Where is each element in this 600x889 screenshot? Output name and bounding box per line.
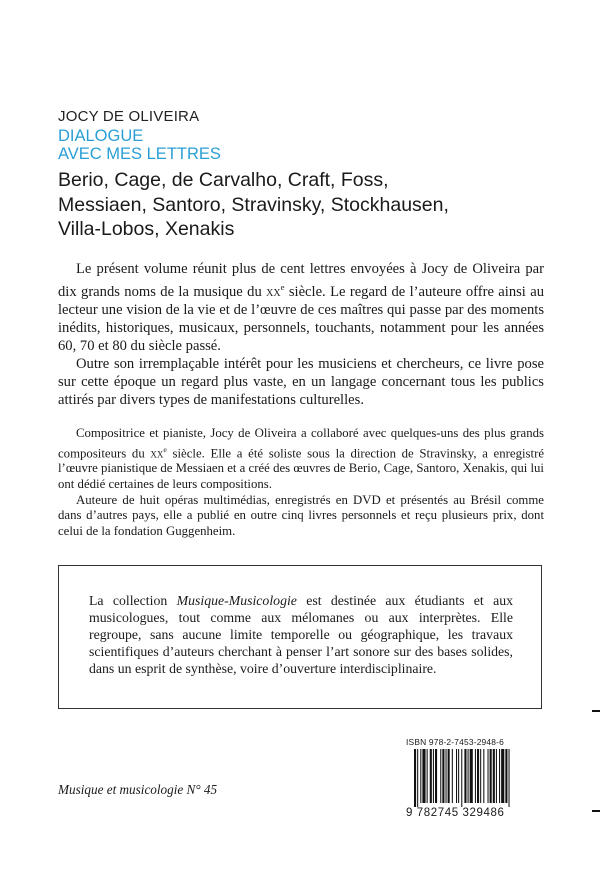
trim-mark-2 — [592, 810, 600, 812]
barcode-bar — [468, 749, 469, 803]
barcode-bar — [448, 749, 450, 803]
barcode-bar — [427, 749, 428, 803]
barcode-bar — [420, 749, 421, 803]
barcode-bar — [456, 749, 457, 803]
isbn-label: ISBN 978-2-7453-2948-6 — [406, 737, 504, 747]
barcode-bar — [493, 749, 495, 803]
barcode-bar — [414, 749, 416, 807]
barcode-icon — [414, 749, 542, 807]
composer-names-line-1: Berio, Cage, de Carvalho, Craft, Foss, — [58, 169, 389, 191]
barcode-bar — [433, 749, 434, 803]
book-title-line-1: DIALOGUE — [58, 127, 144, 145]
author-biography — [58, 426, 544, 539]
barcode-bar — [446, 749, 447, 803]
barcode-bar — [452, 749, 453, 803]
book-title — [58, 127, 221, 163]
barcode-bar — [442, 749, 444, 803]
barcode-bar — [501, 749, 504, 803]
barcode-bar — [417, 749, 418, 807]
barcode-bar — [435, 749, 437, 803]
barcode-digits: 9 782745 329486 — [406, 807, 505, 819]
barcode-bar — [470, 749, 473, 803]
book-title-line-2: AVEC MES LETTRES — [58, 145, 221, 163]
barcode-bar — [422, 749, 425, 803]
composer-names-line-2: Messiaen, Santoro, Stravinsky, Stockhausen, — [58, 193, 449, 216]
description — [58, 260, 544, 409]
barcode-bar — [496, 749, 497, 803]
description-paragraph-2: Outre son irremplaçable intérêt pour les musiciens et chercheurs, ce livre pose sur cette époque un regard plus vaste, en un langage concernant tous les publics attirés par divers types de manifestations culturelles. — [58, 355, 544, 408]
barcode-bar — [475, 749, 476, 803]
composer-names — [58, 168, 578, 242]
collection-description — [89, 592, 513, 677]
barcode-bar — [461, 749, 462, 807]
series-number: Musique et musicologie N° 45 — [58, 782, 218, 797]
barcode-bar — [509, 749, 510, 807]
barcode-bar — [480, 749, 481, 803]
barcode-bar — [483, 749, 484, 803]
barcode-bar — [464, 749, 466, 803]
barcode-bar — [488, 749, 489, 803]
author-name: JOCY DE OLIVEIRA — [58, 108, 200, 125]
collection-text-start: La collection — [89, 593, 177, 608]
barcode-bar — [477, 749, 479, 803]
barcode-area — [406, 737, 543, 829]
collection-name: Musique-Musicologie — [176, 593, 297, 608]
trim-mark-1 — [592, 710, 600, 712]
biography-paragraph-1: Compositrice et pianiste, Jocy de Oliveira a collaboré avec quelques-uns des plus grands compositeurs du $xx^e$ siècle. Elle a été soliste sous la direction de Stravinsky, a enregistré l’œuvre pianistique de Messiaen et a créé des œuvres de Berio, Cage, Santoro, Xenakis, qui lui ont dédié certaines de leurs compositions. — [58, 426, 545, 492]
barcode-bar — [440, 749, 441, 803]
composer-names-line-3: Villa-Lobos, Xenakis — [58, 218, 235, 240]
barcode-bar — [505, 749, 507, 803]
collection-box — [58, 565, 542, 709]
barcode-bar — [458, 749, 459, 803]
biography-paragraph-2: Auteure de huit opéras multimédias, enregistrés en DVD et présentés au Brésil comme dans d’autres pays, elle a publié en outre cinq livres personnels et reçu plusieurs prix, dont celui de la fondation Guggenheim. — [58, 492, 544, 538]
barcode-bar — [490, 749, 492, 803]
collection-text-end: est destinée aux étudiants et aux musicologues, tout comme aux mélomanes ou aux interprètes. Elle regroupe, sans aucune limite temporelle ou géographique, les travaux scientifiques d’auteurs cherchant à penser l’art sonore sur des bases solides, dans un esprit de synthèse, voire d’ouverture interdisciplinaire. — [89, 593, 513, 676]
description-paragraph-1: Le présent volume réunit plus de cent lettres envoyées à Jocy de Oliveira par dix grands noms de la musique du $xx^e$ siècle. Le regard de l’auteure offre ainsi au lecteur une vision de la vie et de l’œuvre de ces maîtres qui passe par des moments inédits, historiques, musicaux, personnels, touchants, notamment pour les années 60, 70 et 80 du siècle passé. — [58, 261, 545, 354]
barcode-bar — [430, 749, 432, 803]
barcode-bar — [499, 749, 500, 803]
